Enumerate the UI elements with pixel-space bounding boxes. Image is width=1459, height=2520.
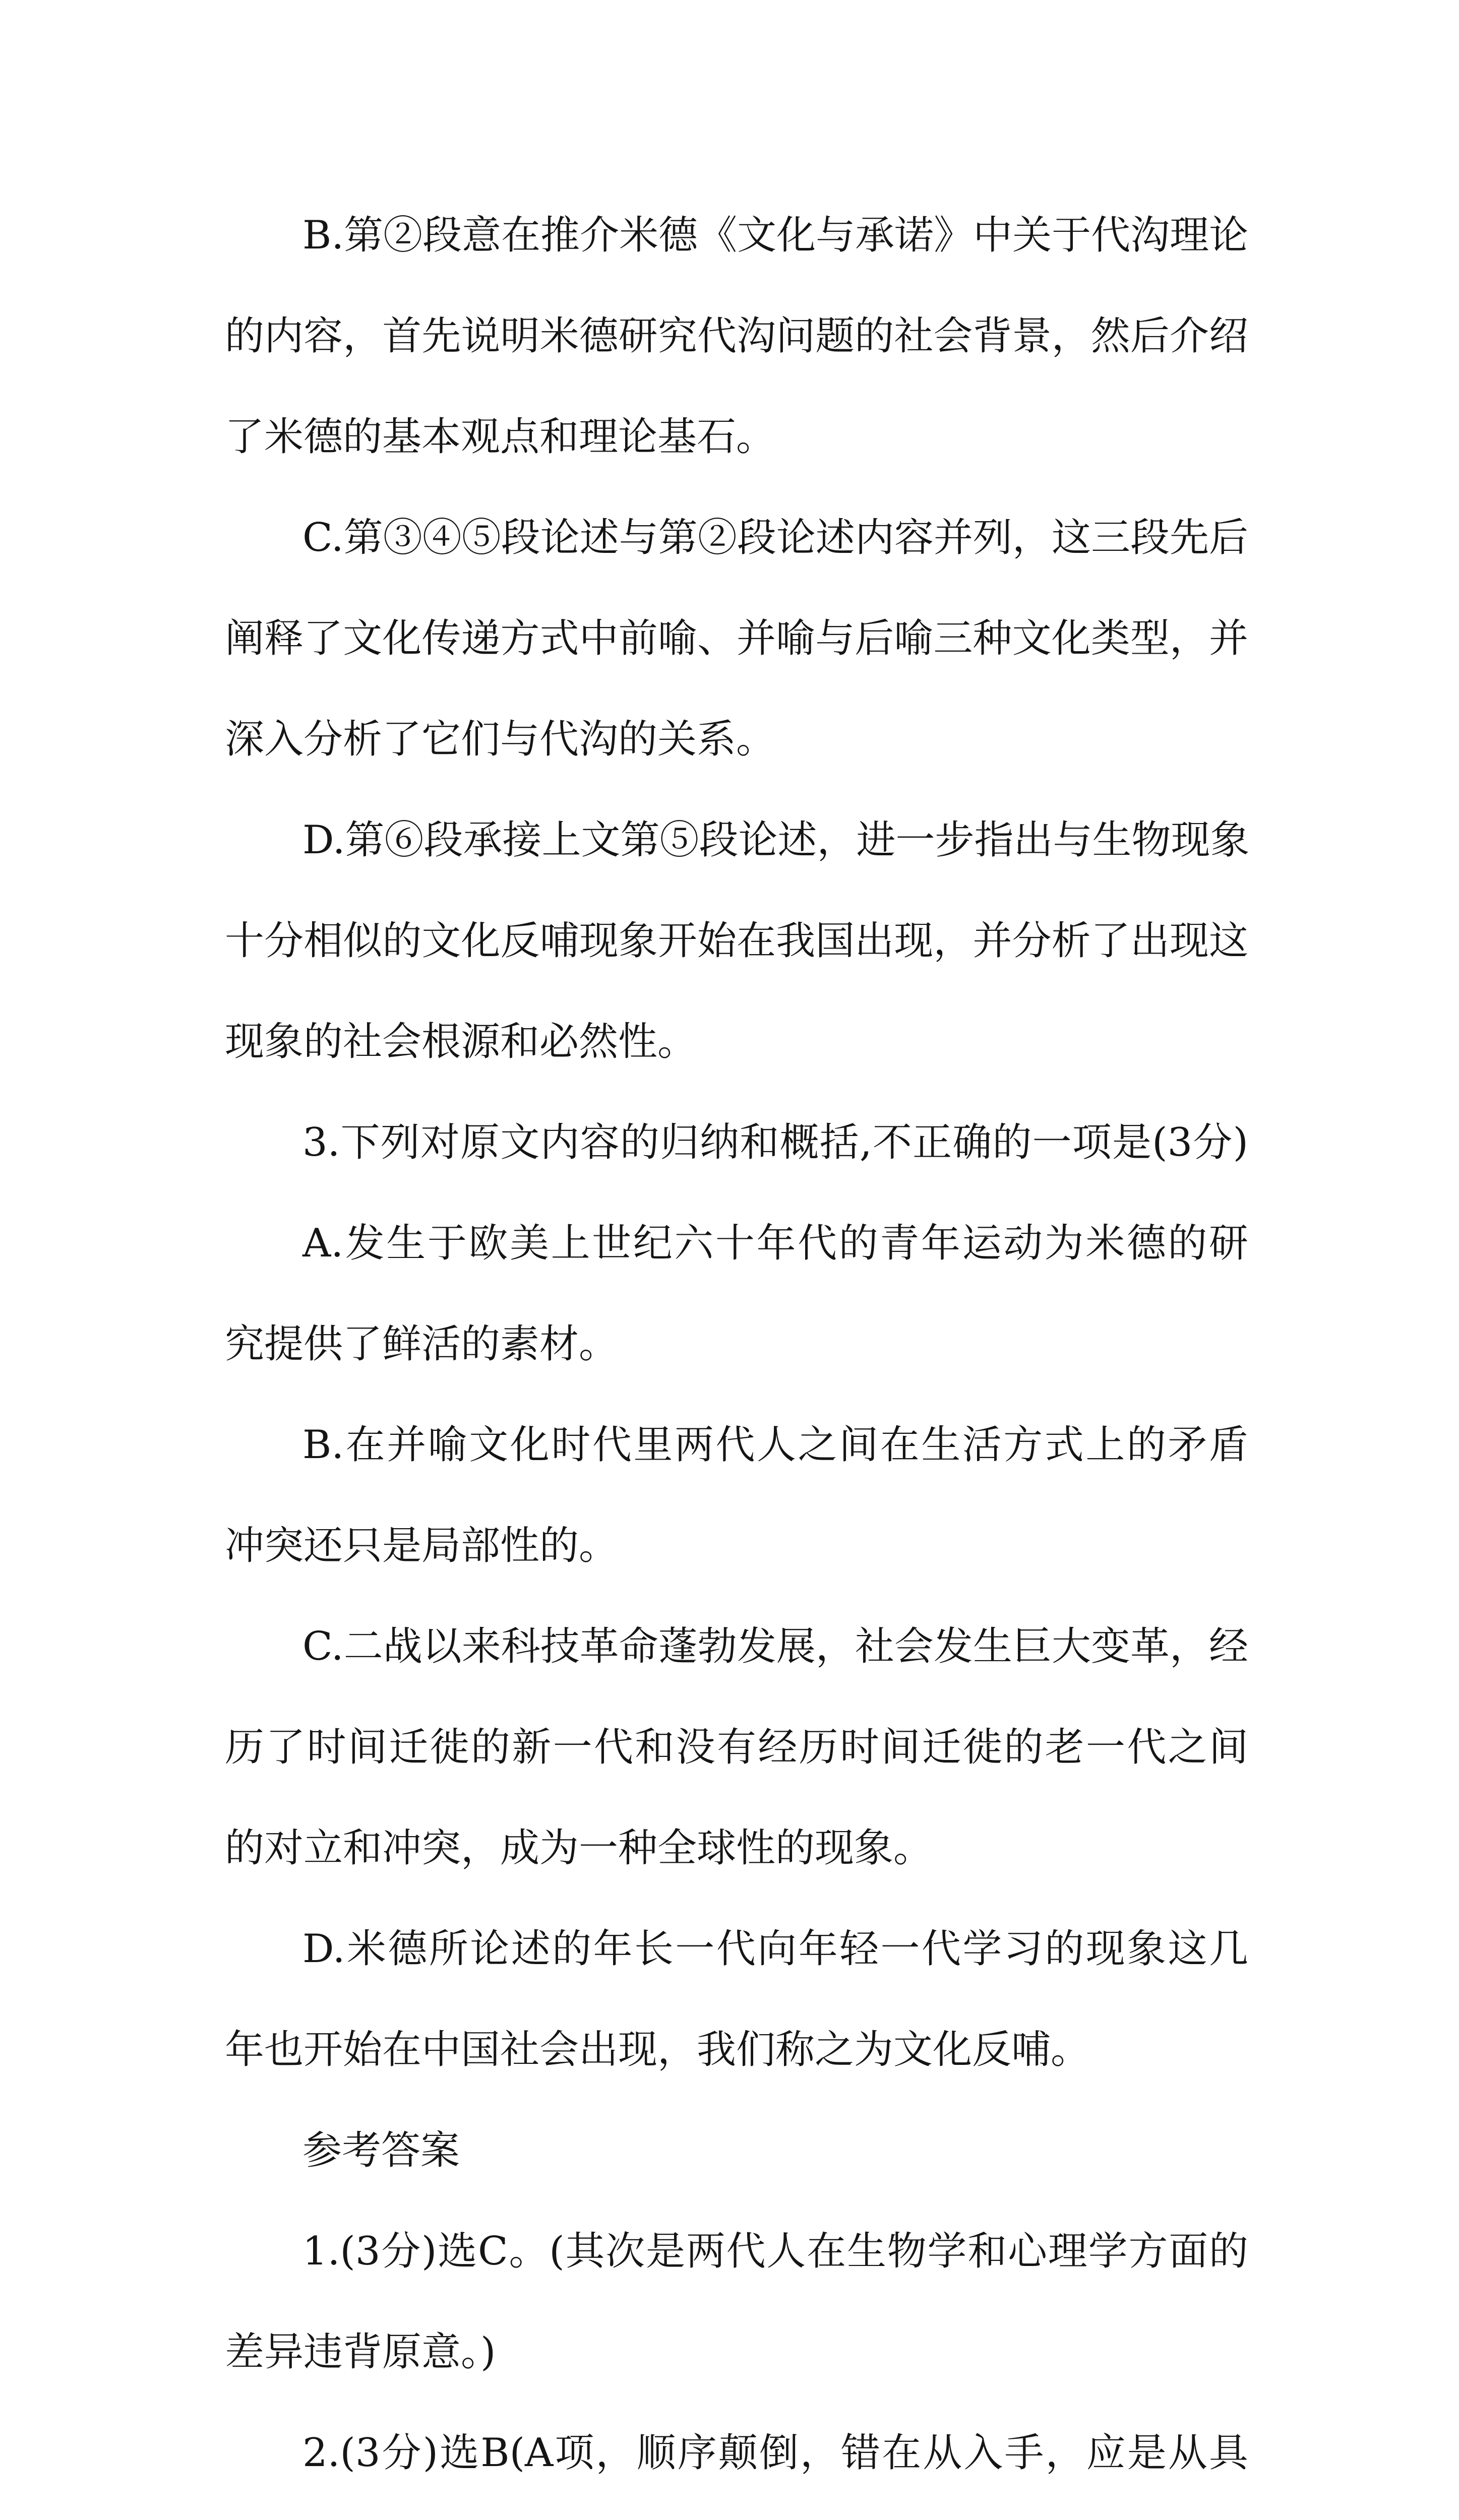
answer-1-line-2: 差异违背原意。) bbox=[225, 2329, 496, 2375]
option-c-line-1: C.二战以来科技革命蓬勃发展，社会发生巨大变革，经 bbox=[302, 1624, 1248, 1669]
option-c-line-3: 的对立和冲突，成为一种全球性的现象。 bbox=[225, 1825, 933, 1871]
option-a-line-2: 究提供了鲜活的素材。 bbox=[225, 1321, 619, 1367]
option-d-line-2: 年也开始在中国社会出现，我们称之为文化反哺。 bbox=[225, 2027, 1090, 2072]
answer-2-line-1: 2.(3分)选B(A项，顺序颠倒，错在从入手，应是从具 bbox=[302, 2430, 1248, 2476]
option-b-line-1: B.在并喻文化时代里两代人之间在生活方式上的矛盾 bbox=[302, 1422, 1248, 1468]
text-line-2: 的内容，首先说明米德研究代沟问题的社会背景，然后介绍 bbox=[225, 313, 1248, 359]
document-body bbox=[225, 185, 1248, 2520]
answer-2-line-2 bbox=[225, 2503, 1248, 2520]
text-line-5: 阐释了文化传递方式中前喻、并喻与后喻三种文化类型，并 bbox=[225, 616, 1248, 661]
answer-heading: 参考答案 bbox=[302, 2128, 460, 2173]
text-line-7: D.第⑥段承接上文第⑤段论述，进一步指出与生物现象 bbox=[302, 817, 1250, 863]
text-line-6: 深入分析了它们与代沟的关系。 bbox=[225, 717, 776, 762]
text-line-4: C.第③④⑤段论述与第②段论述内容并列，这三段先后 bbox=[302, 515, 1248, 560]
text-line-1: B.第②段意在推介米德《文化与承诺》中关于代沟理论 bbox=[302, 213, 1249, 258]
option-b-line-2: 冲突还只是局部性的。 bbox=[225, 1523, 619, 1568]
text-line-8: 十分相似的文化反哺现象开始在我国出现，并分析了出现这 bbox=[225, 918, 1248, 964]
option-d-line-1: D.米德所论述的年长一代向年轻一代学习的现象这几 bbox=[302, 1926, 1248, 1972]
text-line-3: 了米德的基本观点和理论基石。 bbox=[225, 414, 776, 460]
option-c-line-2: 历了时间迁徙的新一代和没有经历时间迁徙的老一代之间 bbox=[225, 1725, 1248, 1770]
option-a-line-1: A.发生于欧美上世纪六十年代的青年运动为米德的研 bbox=[302, 1221, 1248, 1266]
question-3: 3.下列对原文内容的归纳和概括,不正确的一项是(3分) bbox=[302, 1120, 1248, 1165]
answer-1-line-1: 1.(3分)选C。(其次是两代人在生物学和心理学方面的 bbox=[302, 2229, 1248, 2274]
text-line-9: 现象的社会根源和必然性。 bbox=[225, 1019, 697, 1064]
